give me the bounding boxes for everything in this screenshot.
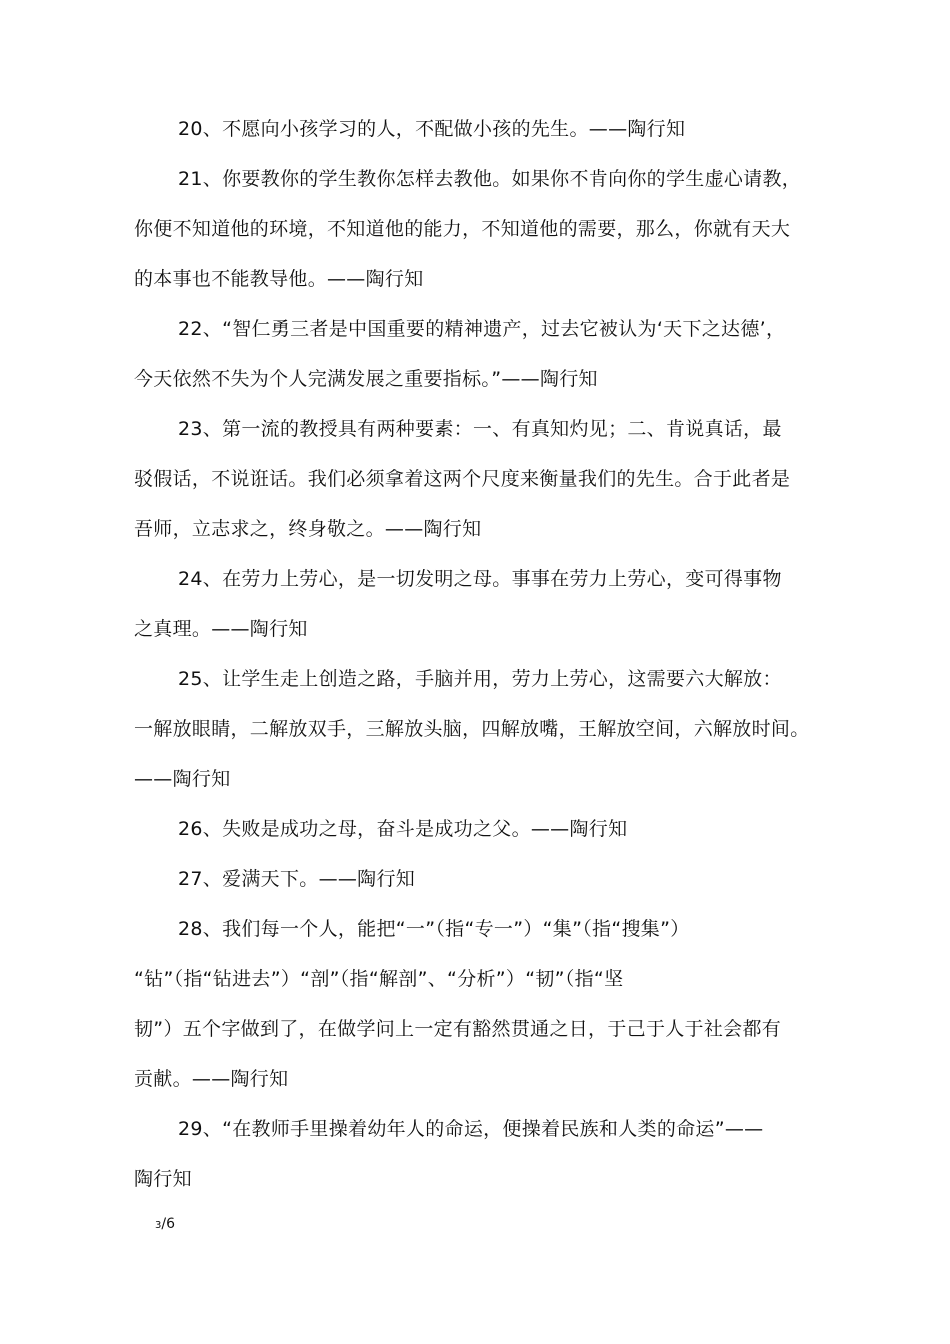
text-line: 之真理。——陶行知 [134,618,308,640]
text-line: 今天依然不失为个人完满发展之重要指标。”——陶行知 [134,368,598,390]
text-line: 24、在劳力上劳心，是一切发明之母。事事在劳力上劳心，变可得事物 [178,568,782,590]
text-line: “钻”（指“钻进去”）“剖”（指“解剖”、“分析”）“韧”（指“坚 [134,968,624,990]
text-line: 韧”）五个字做到了，在做学问上一定有豁然贯通之日，于己于人于社会都有 [134,1018,782,1040]
text-line: 27、爱满天下。——陶行知 [178,868,416,890]
text-line: 贡献。——陶行知 [134,1068,289,1090]
text-line: 25、让学生走上创造之路，手脑并用，劳力上劳心，这需要六大解放： [178,668,782,690]
page-current: 3 [155,1220,162,1231]
text-line: 26、失败是成功之母，奋斗是成功之父。——陶行知 [178,818,628,840]
page-indicator [155,1215,175,1235]
text-line: 20、不愿向小孩学习的人，不配做小孩的先生。——陶行知 [178,118,686,140]
text-line: 吾师，立志求之，终身敬之。——陶行知 [134,518,482,540]
text-line: 22、“智仁勇三者是中国重要的精神遗产，过去它被认为‘天下之达德’， [178,318,786,340]
text-line: 29、“在教师手里操着幼年人的命运，便操着民族和人类的命运”—— [178,1118,764,1140]
text-line: 陶行知 [134,1168,192,1190]
text-line: 23、第一流的教授具有两种要素：一、有真知灼见；二、肯说真话，最 [178,418,782,440]
text-line: 你便不知道他的环境，不知道他的能力，不知道他的需要，那么，你就有天大 [134,218,791,240]
text-line: 的本事也不能教导他。——陶行知 [134,268,424,290]
text-line: 一解放眼睛，二解放双手，三解放头脑，四解放嘴，王解放空间，六解放时间。 [134,718,810,740]
text-line: 驳假话，不说诳话。我们必须拿着这两个尺度来衡量我们的先生。合于此者是 [134,468,791,490]
text-line: 28、我们每一个人，能把“一”（指“专一”）“集”（指“搜集”） [178,918,690,940]
page-total: /6 [161,1216,175,1232]
text-line: ——陶行知 [134,768,231,790]
text-line: 21、你要教你的学生教你怎样去教他。如果你不肯向你的学生虚心请教， [178,168,802,190]
